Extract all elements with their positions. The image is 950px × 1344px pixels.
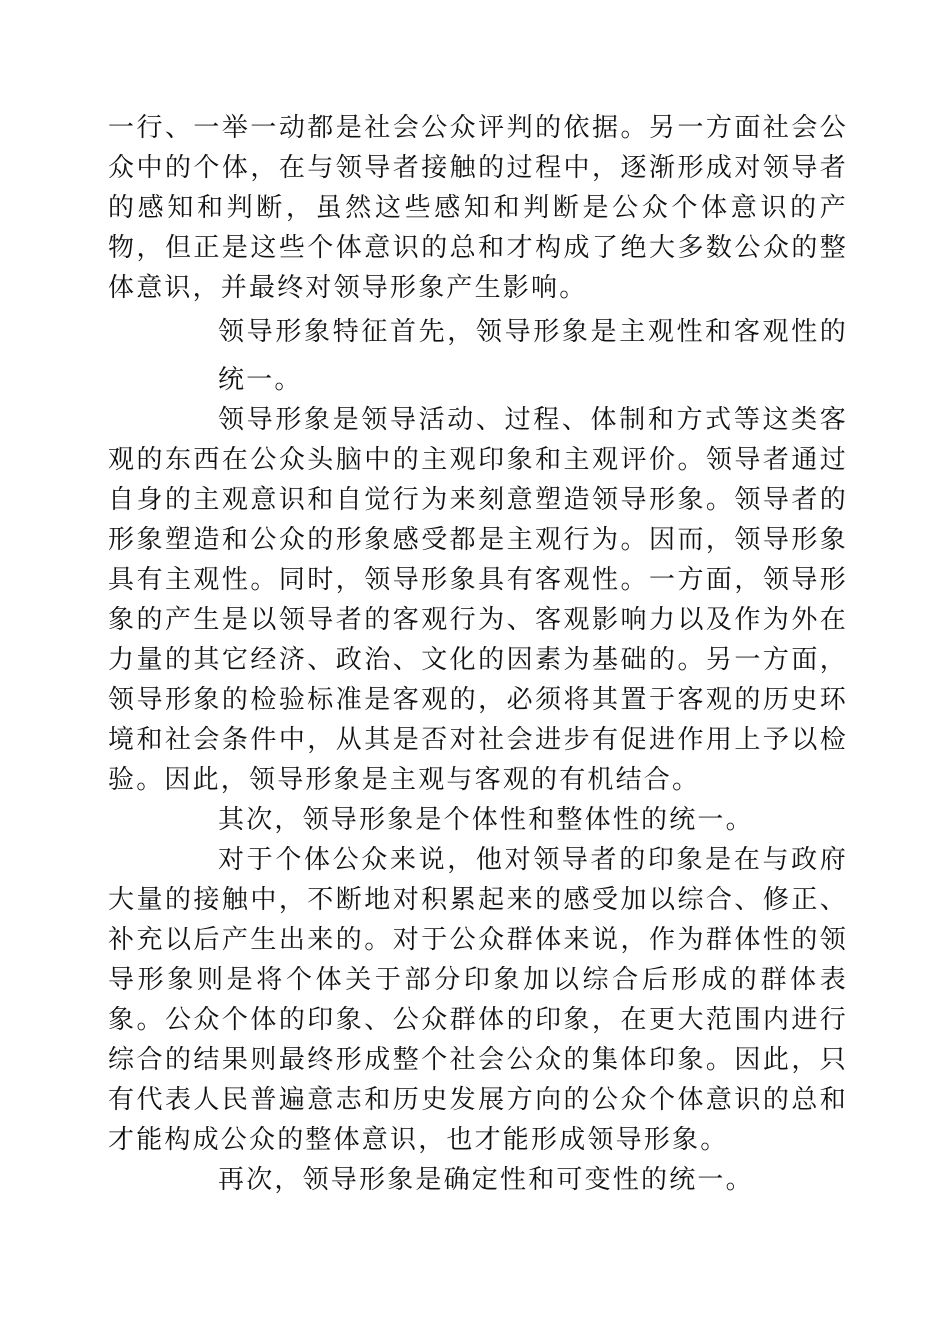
body-paragraph-subjectivity: 领导形象是领导活动、过程、体制和方式等这类客观的东西在公众头脑中的主观印象和主观评价。领导者通过自身的主观意识和自觉行为来刻意塑造领导形象。领导者的形象塑造和公众的形象感受都是主观行为。因而，领导形象具有主观性。同时，领导形象具有客观性。一方面，领导形象的产生是以领导者的客观行为、客观影响力以及作为外在力量的其它经济、政治、文化的因素为基础的。另一方面，领导形象的检验标准是客观的，必须将其置于客观的历史环境和社会条件中，从其是否对社会进步有促进作用上予以检验。因此，领导形象是主观与客观的有机结合。 [108, 405, 848, 795]
body-paragraph-continuation: 一行、一举一动都是社会公众评判的依据。另一方面社会公众中的个体，在与领导者接触的过程中，逐渐形成对领导者的感知和判断，虽然这些感知和判断是公众个体意识的产物，但正是这些个体意识的总和才构成了绝大多数公众的整体意识，并最终对领导形象产生影响。 [108, 113, 848, 303]
section-heading-individuality: 其次，领导形象是个体性和整体性的统一。 [218, 805, 754, 835]
document-page [108, 108, 848, 1200]
section-heading-certainty: 再次，领导形象是确定性和可变性的统一。 [218, 1165, 754, 1195]
section-heading-subjectivity: 领导形象特征首先，领导形象是主观性和客观性的统一。 [218, 317, 848, 395]
body-paragraph-individuality: 对于个体公众来说，他对领导者的印象是在与政府大量的接触中，不断地对积累起来的感受加以综合、修正、补充以后产生出来的。对于公众群体来说，作为群体性的领导形象则是将个体关于部分印象加以综合后形成的群体表象。公众个体的印象、公众群体的印象，在更大范围内进行综合的结果则最终形成整个社会公众的集体印象。因此，只有代表人民普遍意志和历史发展方向的公众个体意识的总和才能构成公众的整体意识，也才能形成领导形象。 [108, 845, 848, 1155]
